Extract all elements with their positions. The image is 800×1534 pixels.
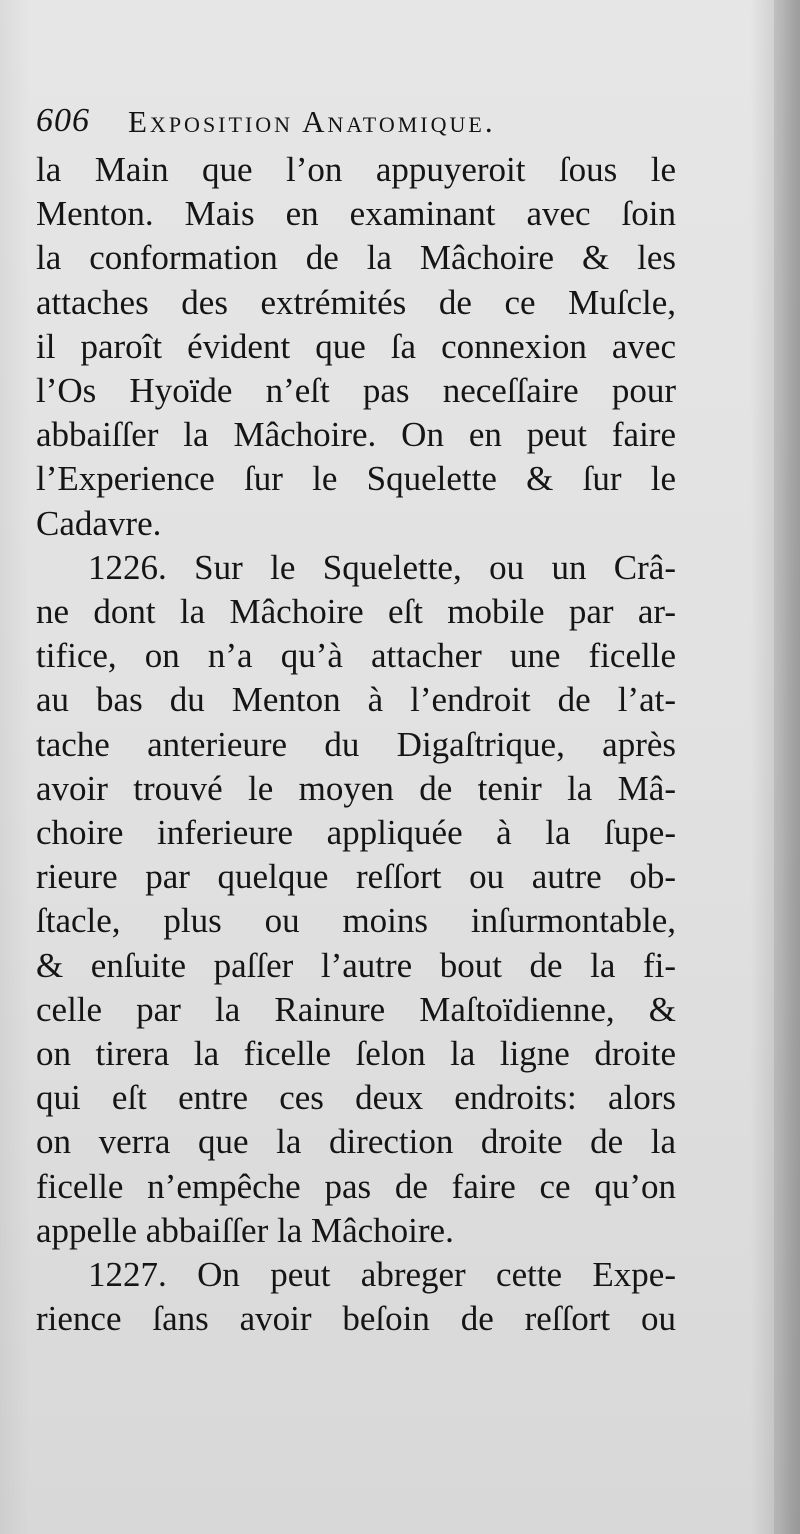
- text-line: abbaiſſer la Mâchoire. On en peut faire: [36, 415, 676, 455]
- text-line: on tirera la ficelle ſelon la ligne droite: [36, 1034, 676, 1073]
- text-line: tifice, on n’a qu’à attacher une ficelle: [36, 636, 676, 676]
- page-number: 606: [36, 102, 90, 139]
- text-line: la conformation de la Mâchoire & les: [36, 238, 676, 278]
- text-line: l’Os Hyoïde n’eſt pas neceſſaire pour: [36, 371, 676, 410]
- paragraph-start-line: 1226. Sur le Squelette, ou un Crâ-: [88, 547, 676, 587]
- running-title: Exposition Anatomique.: [128, 104, 496, 139]
- paragraph-start-line: 1227. On peut abreger cette Expe-: [88, 1255, 676, 1294]
- text-line: on verra que la direction droite de la: [36, 1122, 676, 1162]
- running-header: [36, 100, 676, 150]
- text-line: il paroît évident que ſa connexion avec: [36, 326, 676, 366]
- text-line: ficelle n’empêche pas de faire ce qu’on: [36, 1166, 676, 1206]
- text-line: Cadavre.: [36, 503, 162, 543]
- text-line: & enſuite paſſer l’autre bout de la fi-: [36, 945, 676, 985]
- text-line: Menton. Mais en examinant avec ſoin: [36, 194, 676, 234]
- text-line: ſtacle, plus ou moins inſurmontable,: [36, 901, 676, 941]
- text-line: choire inferieure appliquée à la ſupe-: [36, 813, 676, 852]
- text-line: ne dont la Mâchoire eſt mobile par ar-: [36, 592, 676, 631]
- text-line: tache anterieure du Digaſtrique, après: [36, 724, 676, 764]
- text-line: qui eſt entre ces deux endroits: alors: [36, 1078, 676, 1118]
- text-line: l’Experience ſur le Squelette & ſur le: [36, 459, 676, 499]
- text-line: au bas du Menton à l’endroit de l’at-: [36, 680, 676, 720]
- text-line: rieure par quelque reſſort ou autre ob-: [36, 857, 676, 897]
- text-line: avoir trouvé le moyen de tenir la Mâ-: [36, 768, 676, 808]
- text-line: rience ſans avoir beſoin de reſſort ou: [36, 1299, 676, 1339]
- text-line: celle par la Rainure Maſtoïdienne, &: [36, 989, 676, 1029]
- text-line: appelle abbaiſſer la Mâchoire.: [36, 1210, 454, 1250]
- text-line: la Main que l’on appuyeroit ſous le: [36, 150, 676, 189]
- text-line: attaches des extrémités de ce Muſcle,: [36, 282, 676, 322]
